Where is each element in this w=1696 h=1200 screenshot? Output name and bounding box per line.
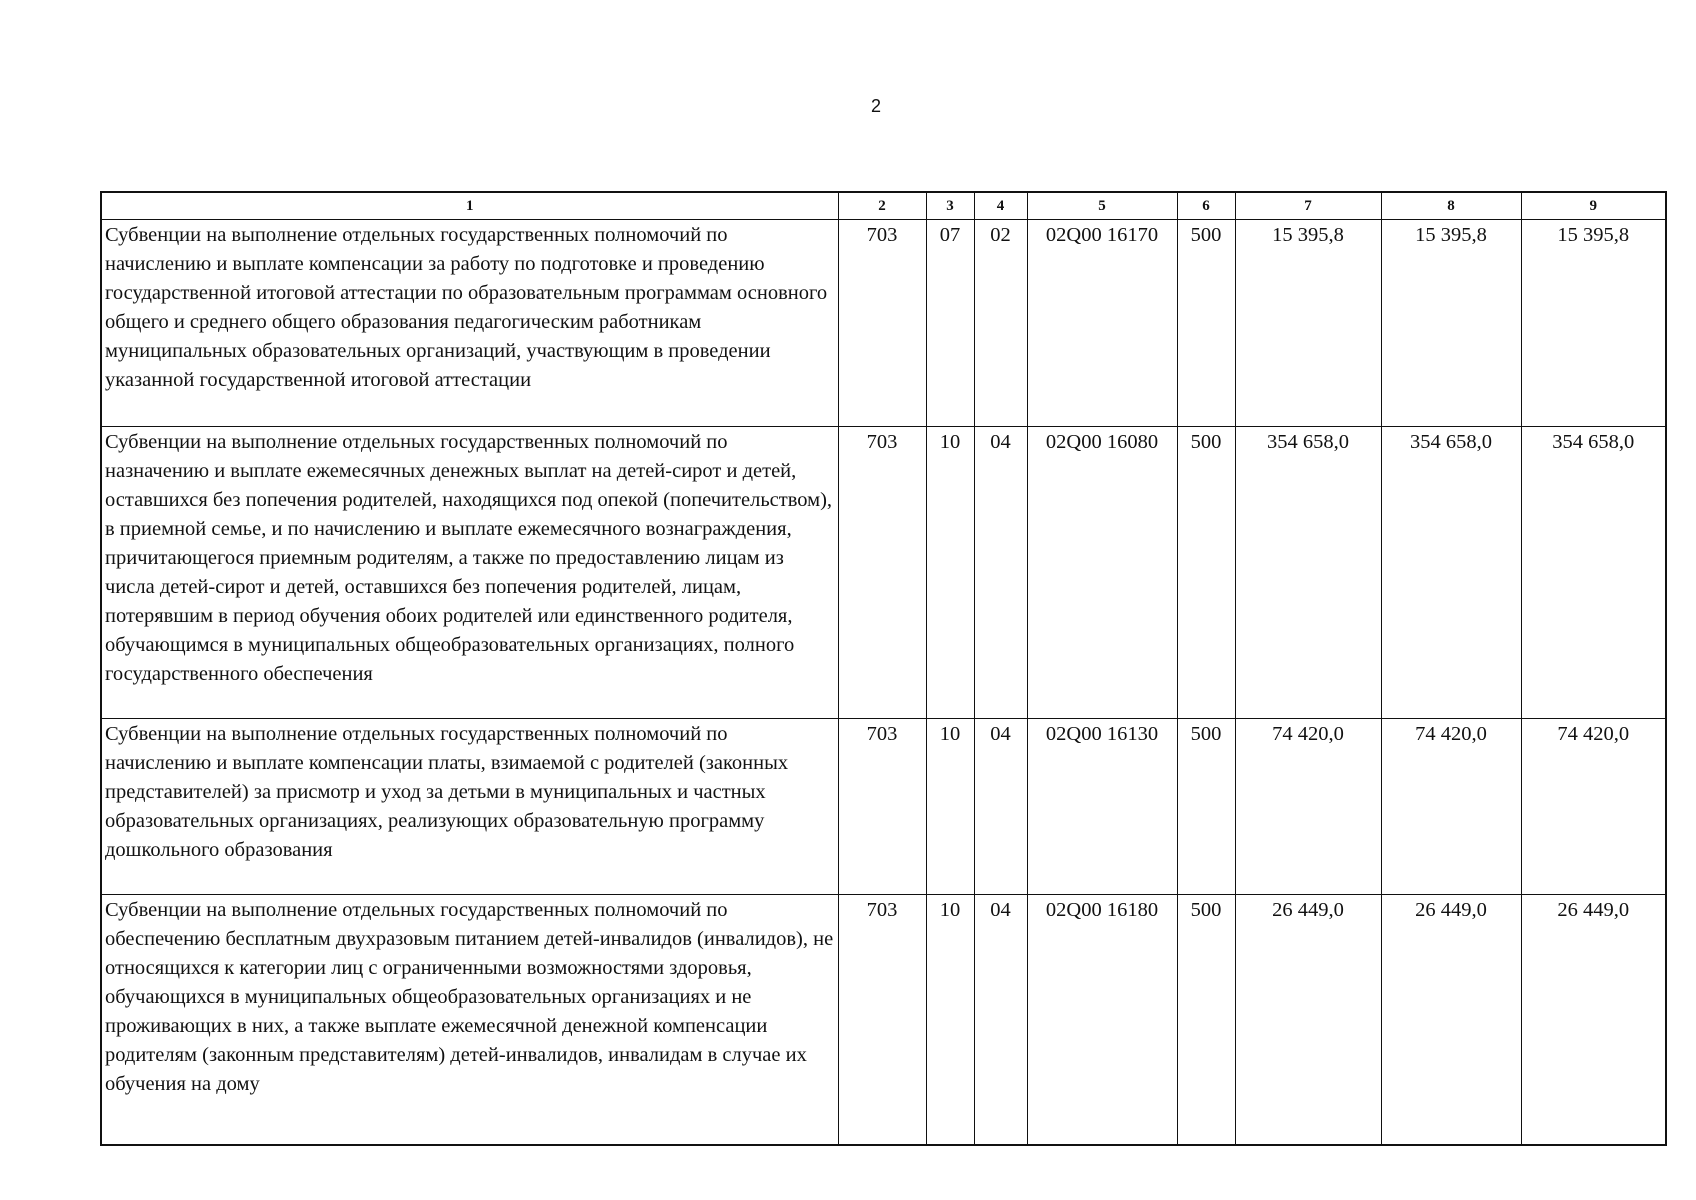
table-row — [101, 719, 1666, 895]
cell-amount-7: 74 420,0 — [1235, 719, 1381, 895]
cell-expense-type: 500 — [1177, 427, 1235, 719]
cell-target-item: 02Q00 16180 — [1027, 895, 1177, 1146]
row-description: Субвенции на выполнение отдельных государственных полномочий по обеспечению бесплатным двухразовым питанием детей-инвалидов (инвалидов), не относящихся к категории лиц с ограниченными возможностями здоровья, обучающихся в муниципальных общеобразовательных организациях и не проживающих в них, а также выплате ежемесячной денежной компенсации родителям (законным представителям) детей-инвалидов, инвалидам в случае их обучения на дому — [101, 895, 838, 1146]
header-row — [101, 192, 1666, 220]
budget-table — [100, 191, 1667, 1146]
column-header-4: 4 — [974, 192, 1027, 220]
cell-expense-type: 500 — [1177, 895, 1235, 1146]
column-header-3: 3 — [926, 192, 974, 220]
table-row — [101, 220, 1666, 427]
row-description: Субвенции на выполнение отдельных государственных полномочий по назначению и выплате ежемесячных денежных выплат на детей-сирот и детей, оставшихся без попечения родителей, находящихся под опекой (попечительством), в приемной семье, и по начислению и выплате ежемесячного вознаграждения, причитающегося приемным родителям, а также по предоставлению лицам из числа детей-сирот и детей, оставшихся без попечения родителей, лицам, потерявшим в период обучения обоих родителей или единственного родителя, обучающимся в муниципальных общеобразовательных организациях, полного государственного обеспечения — [101, 427, 838, 719]
column-header-7: 7 — [1235, 192, 1381, 220]
cell-subsection: 04 — [974, 719, 1027, 895]
column-header-9: 9 — [1521, 192, 1666, 220]
cell-target-item: 02Q00 16170 — [1027, 220, 1177, 427]
cell-section: 10 — [926, 427, 974, 719]
cell-section: 10 — [926, 719, 974, 895]
cell-admin-code: 703 — [838, 895, 926, 1146]
page-number: 2 — [870, 96, 881, 116]
column-header-6: 6 — [1177, 192, 1235, 220]
cell-amount-8: 354 658,0 — [1381, 427, 1521, 719]
cell-target-item: 02Q00 16130 — [1027, 719, 1177, 895]
column-header-2: 2 — [838, 192, 926, 220]
row-description: Субвенции на выполнение отдельных государственных полномочий по начислению и выплате компенсации за работу по подготовке и проведению государственной итоговой аттестации по образовательным программам основного общего и среднего общего образования педагогическим работникам муниципальных образовательных организаций, участвующим в проведении указанной государственной итоговой аттестации — [101, 220, 838, 427]
cell-admin-code: 703 — [838, 220, 926, 427]
cell-amount-9: 15 395,8 — [1521, 220, 1666, 427]
cell-subsection: 04 — [974, 895, 1027, 1146]
table-row — [101, 427, 1666, 719]
cell-amount-9: 26 449,0 — [1521, 895, 1666, 1146]
row-description: Субвенции на выполнение отдельных государственных полномочий по начислению и выплате компенсации платы, взимаемой с родителей (законных представителей) за присмотр и уход за детьми в муниципальных и частных образовательных организациях, реализующих образовательную программу дошкольного образования — [101, 719, 838, 895]
table-row — [101, 895, 1666, 1146]
column-header-1: 1 — [101, 192, 838, 220]
column-header-5: 5 — [1027, 192, 1177, 220]
cell-amount-8: 74 420,0 — [1381, 719, 1521, 895]
cell-admin-code: 703 — [838, 719, 926, 895]
cell-amount-8: 15 395,8 — [1381, 220, 1521, 427]
cell-section: 07 — [926, 220, 974, 427]
cell-admin-code: 703 — [838, 427, 926, 719]
column-header-8: 8 — [1381, 192, 1521, 220]
cell-subsection: 02 — [974, 220, 1027, 427]
cell-amount-8: 26 449,0 — [1381, 895, 1521, 1146]
cell-amount-9: 354 658,0 — [1521, 427, 1666, 719]
cell-amount-7: 26 449,0 — [1235, 895, 1381, 1146]
cell-section: 10 — [926, 895, 974, 1146]
cell-amount-9: 74 420,0 — [1521, 719, 1666, 895]
cell-subsection: 04 — [974, 427, 1027, 719]
cell-expense-type: 500 — [1177, 220, 1235, 427]
cell-amount-7: 15 395,8 — [1235, 220, 1381, 427]
cell-expense-type: 500 — [1177, 719, 1235, 895]
cell-target-item: 02Q00 16080 — [1027, 427, 1177, 719]
cell-amount-7: 354 658,0 — [1235, 427, 1381, 719]
